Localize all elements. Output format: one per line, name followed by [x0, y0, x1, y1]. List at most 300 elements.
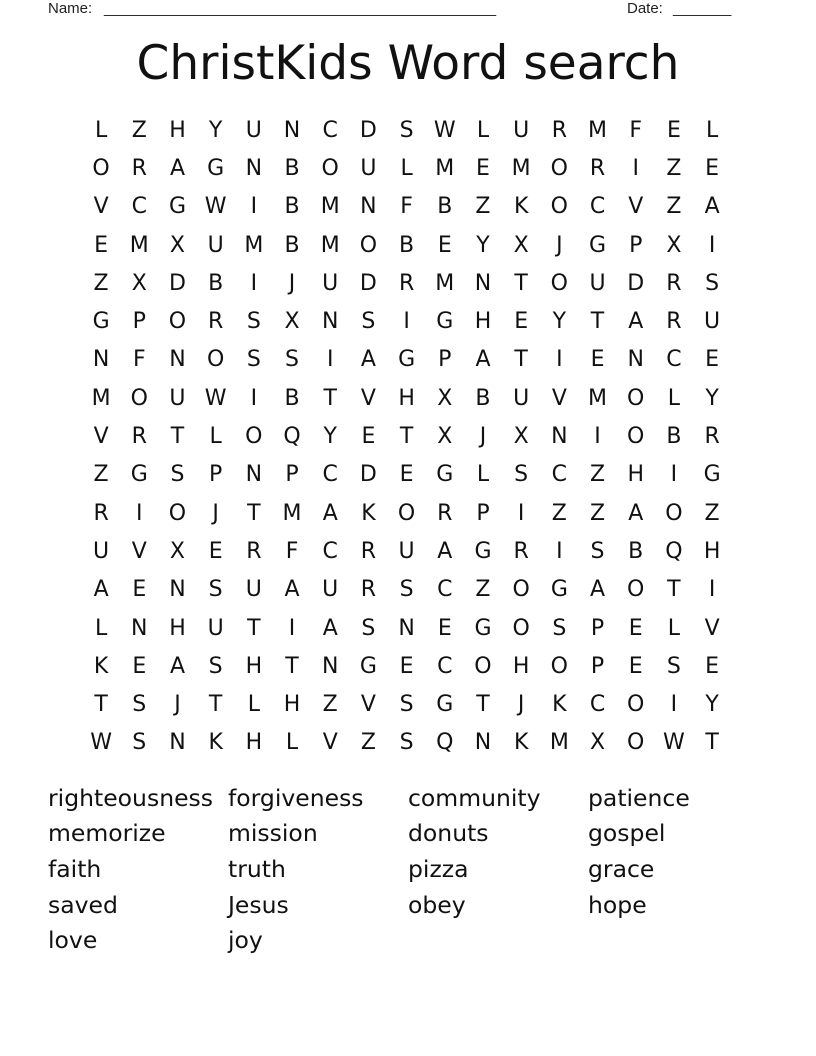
grid-letter: G: [359, 653, 377, 679]
grid-letter: Q: [665, 538, 683, 564]
grid-letter: A: [93, 577, 109, 603]
grid-letter: N: [169, 347, 186, 373]
word-list-row: [48, 780, 768, 816]
grid-letter: I: [670, 692, 678, 718]
grid-letter: I: [708, 232, 716, 258]
grid-letter: L: [667, 615, 681, 641]
grid-row: [82, 417, 732, 455]
grid-letter: V: [628, 194, 644, 220]
grid-letter: B: [475, 385, 491, 411]
grid-letter: E: [399, 653, 414, 679]
grid-letter: S: [132, 692, 147, 718]
date-blank: _______: [673, 0, 732, 17]
grid-letter: A: [628, 500, 644, 526]
grid-letter: H: [398, 385, 415, 411]
grid-letter: Y: [323, 424, 337, 450]
grid-letter: O: [245, 424, 263, 450]
grid-letter: X: [437, 385, 453, 411]
grid-letter: S: [552, 615, 567, 641]
grid-letter: K: [513, 194, 529, 220]
page-title: ChristKids Word search: [136, 36, 680, 91]
word-list-row: [48, 887, 768, 923]
grid-letter: D: [168, 270, 186, 296]
grid-letter: C: [437, 577, 453, 603]
grid-letter: O: [474, 653, 492, 679]
grid-letter: J: [212, 500, 219, 526]
grid-letter: T: [399, 424, 414, 450]
grid-letter: I: [326, 347, 334, 373]
grid-letter: E: [628, 653, 643, 679]
grid-letter: U: [93, 538, 110, 564]
grid-letter: A: [322, 615, 338, 641]
grid-letter: N: [245, 155, 263, 181]
grid-letter: O: [627, 730, 645, 756]
grid-letter: G: [589, 232, 607, 258]
grid-letter: W: [90, 730, 112, 756]
grid-letter: S: [666, 653, 681, 679]
grid-letter: C: [666, 347, 682, 373]
grid-letter: G: [130, 462, 148, 488]
grid-letter: G: [703, 462, 721, 488]
grid-letter: N: [474, 730, 492, 756]
grid-letter: N: [245, 462, 263, 488]
grid-row: [82, 647, 732, 685]
grid-letter: U: [169, 385, 186, 411]
grid-letter: E: [208, 538, 223, 564]
grid-letter: I: [670, 462, 678, 488]
grid-letter: X: [169, 232, 185, 258]
grid-letter: Z: [322, 692, 338, 718]
grid-letter: J: [556, 232, 563, 258]
grid-row: [82, 571, 732, 609]
grid-letter: T: [514, 347, 528, 373]
grid-letter: V: [93, 424, 109, 450]
grid-letter: E: [94, 232, 109, 258]
grid-letter: R: [513, 538, 529, 564]
grid-letter: L: [285, 730, 299, 756]
grid-letter: A: [360, 347, 376, 373]
grid-letter: E: [437, 615, 452, 641]
grid-letter: R: [666, 270, 682, 296]
word-list-item: saved: [48, 890, 118, 919]
grid-letter: N: [321, 653, 339, 679]
grid-letter: L: [94, 117, 108, 143]
grid-letter: E: [590, 347, 605, 373]
grid-letter: O: [168, 500, 187, 526]
grid-letter: S: [285, 347, 300, 373]
grid-row: [82, 302, 732, 340]
grid-letter: T: [667, 577, 681, 603]
grid-letter: Y: [705, 692, 719, 718]
grid-letter: B: [284, 385, 300, 411]
grid-letter: R: [398, 270, 415, 296]
grid-letter: X: [513, 232, 529, 258]
grid-letter: P: [590, 615, 605, 641]
grid-letter: N: [627, 347, 644, 373]
grid-letter: K: [208, 730, 223, 756]
grid-letter: E: [705, 653, 720, 679]
grid-letter: O: [550, 194, 568, 220]
grid-letter: B: [437, 194, 453, 220]
grid-letter: P: [590, 653, 605, 679]
grid-letter: M: [511, 155, 531, 181]
grid-letter: M: [320, 194, 340, 220]
grid-letter: O: [321, 155, 339, 181]
grid-letter: E: [437, 232, 452, 258]
grid-letter: T: [705, 730, 719, 756]
grid-letter: I: [556, 347, 563, 373]
grid-letter: O: [397, 500, 416, 526]
grid-letter: E: [705, 155, 720, 181]
word-list-item: mission: [228, 819, 318, 848]
grid-letter: O: [550, 653, 568, 679]
grid-letter: L: [476, 462, 490, 488]
grid-row: [82, 149, 732, 187]
grid-letter: S: [246, 309, 261, 335]
grid-letter: G: [436, 692, 454, 718]
grid-letter: M: [435, 155, 455, 181]
grid-letter: H: [245, 653, 263, 679]
grid-letter: U: [322, 270, 339, 296]
grid-letter: B: [208, 270, 224, 296]
grid-letter: U: [322, 577, 339, 603]
grid-letter: I: [250, 385, 258, 411]
grid-letter: M: [588, 385, 608, 411]
grid-letter: A: [437, 538, 453, 564]
grid-letter: H: [169, 615, 186, 641]
grid-letter: B: [666, 424, 682, 450]
word-list-item: patience: [588, 783, 690, 812]
grid-letter: X: [284, 309, 300, 335]
grid-letter: M: [320, 232, 340, 258]
grid-letter: X: [169, 538, 185, 564]
grid-letter: T: [476, 692, 490, 718]
grid-letter: S: [208, 577, 223, 603]
grid-letter: K: [513, 730, 529, 756]
grid-letter: R: [131, 155, 147, 181]
grid-letter: S: [399, 730, 414, 756]
grid-row: [82, 456, 732, 494]
grid-letter: S: [514, 462, 529, 488]
grid-letter: E: [628, 615, 643, 641]
grid-letter: N: [283, 117, 301, 143]
grid-letter: M: [435, 270, 455, 296]
grid-letter: S: [361, 615, 376, 641]
grid-letter: Z: [589, 462, 606, 488]
grid-letter: J: [479, 424, 487, 450]
grid-letter: E: [514, 309, 529, 335]
grid-letter: U: [207, 615, 224, 641]
grid-letter: I: [708, 577, 716, 603]
grid-letter: H: [703, 538, 721, 564]
grid-letter: U: [245, 117, 262, 143]
grid-letter: U: [245, 577, 262, 603]
grid-letter: Y: [705, 385, 719, 411]
grid-letter: E: [132, 653, 147, 679]
grid-letter: B: [284, 194, 300, 220]
grid-letter: H: [169, 117, 186, 143]
grid-letter: K: [361, 500, 376, 526]
grid-letter: C: [589, 692, 606, 718]
grid-row: [82, 609, 732, 647]
word-list-item: joy: [228, 926, 263, 955]
grid-row: [82, 532, 732, 570]
grid-letter: X: [437, 424, 453, 450]
word-list-item: obey: [408, 890, 466, 919]
grid-letter: L: [209, 424, 222, 450]
grid-letter: O: [665, 500, 683, 526]
word-list-item: righteousness: [48, 783, 214, 812]
grid-letter: O: [627, 424, 645, 450]
grid-letter: C: [437, 653, 453, 679]
grid-letter: J: [288, 270, 296, 296]
grid-letter: A: [628, 309, 644, 335]
grid-letter: U: [589, 270, 606, 296]
grid-letter: V: [93, 194, 109, 220]
grid-letter: H: [627, 462, 644, 488]
grid-letter: V: [360, 385, 376, 411]
word-list-item: forgiveness: [228, 783, 364, 812]
grid-letter: F: [132, 347, 146, 373]
grid-letter: Z: [360, 730, 376, 756]
grid-letter: L: [705, 117, 719, 143]
grid-letter: C: [322, 462, 338, 488]
grid-letter: Z: [131, 117, 147, 143]
grid-letter: D: [627, 270, 645, 296]
grid-letter: A: [704, 194, 720, 220]
grid-letter: O: [627, 692, 645, 718]
grid-letter: C: [322, 538, 338, 564]
grid-letter: S: [132, 730, 147, 756]
grid-row: [82, 379, 732, 417]
grid-letter: G: [550, 577, 568, 603]
grid-letter: P: [629, 232, 643, 258]
word-list-item: hope: [588, 890, 647, 919]
grid-letter: S: [361, 309, 376, 335]
grid-letter: S: [399, 577, 414, 603]
grid-letter: N: [169, 730, 186, 756]
grid-letter: Z: [704, 500, 720, 526]
grid-letter: W: [204, 385, 227, 411]
grid-letter: Z: [93, 270, 109, 296]
grid-letter: T: [247, 500, 261, 526]
grid-letter: H: [512, 653, 530, 679]
grid-letter: R: [360, 538, 377, 564]
grid-letter: T: [247, 615, 261, 641]
grid-letter: G: [474, 538, 492, 564]
grid-letter: V: [322, 730, 338, 756]
word-list-row: [48, 922, 768, 958]
grid-letter: S: [170, 462, 185, 488]
grid-row: [82, 724, 732, 762]
grid-letter: R: [666, 309, 682, 335]
word-list-item: Jesus: [228, 890, 289, 919]
grid-letter: C: [322, 117, 338, 143]
grid-letter: U: [513, 385, 530, 411]
grid-letter: O: [627, 577, 645, 603]
grid-letter: Z: [666, 194, 682, 220]
header-line: [48, 0, 768, 18]
grid-letter: O: [168, 309, 187, 335]
grid-letter: R: [246, 538, 262, 564]
grid-letter: O: [627, 385, 645, 411]
grid-letter: L: [667, 385, 681, 411]
grid-letter: W: [433, 117, 456, 143]
grid-letter: Z: [551, 500, 567, 526]
word-list-item: donuts: [408, 819, 489, 848]
grid-letter: T: [170, 424, 185, 450]
word-list-item: memorize: [48, 819, 166, 848]
grid-letter: S: [208, 653, 223, 679]
grid-letter: F: [629, 117, 643, 143]
grid-letter: K: [93, 653, 109, 679]
grid-letter: U: [207, 232, 224, 258]
grid-letter: I: [556, 538, 563, 564]
grid-letter: T: [94, 692, 108, 718]
grid-letter: V: [551, 385, 567, 411]
grid-letter: S: [399, 117, 414, 143]
grid-letter: A: [590, 577, 606, 603]
grid-letter: B: [399, 232, 415, 258]
grid-letter: I: [250, 270, 258, 296]
word-list: [48, 780, 768, 958]
grid-row: [82, 264, 732, 302]
grid-letter: A: [475, 347, 491, 373]
grid-letter: D: [359, 117, 377, 143]
grid-letter: L: [476, 117, 490, 143]
grid-letter: V: [704, 615, 720, 641]
word-list-item: love: [48, 926, 98, 955]
grid-letter: Q: [283, 424, 301, 450]
grid-letter: S: [705, 270, 720, 296]
grid-letter: I: [250, 194, 258, 220]
grid-letter: P: [476, 500, 490, 526]
grid-letter: P: [132, 309, 146, 335]
grid-letter: B: [284, 155, 300, 181]
grid-letter: T: [323, 385, 337, 411]
grid-letter: B: [284, 232, 300, 258]
grid-letter: P: [438, 347, 452, 373]
grid-row: [82, 188, 732, 226]
grid-letter: I: [517, 500, 525, 526]
word-list-item: grace: [588, 854, 655, 883]
grid-letter: O: [130, 385, 148, 411]
grid-row: [82, 111, 732, 149]
grid-letter: Z: [666, 155, 682, 181]
grid-letter: O: [92, 155, 110, 181]
grid-letter: C: [589, 194, 606, 220]
grid-row: [82, 494, 732, 532]
grid-letter: R: [704, 424, 720, 450]
grid-letter: O: [206, 347, 225, 373]
grid-letter: N: [169, 577, 186, 603]
grid-letter: T: [590, 309, 605, 335]
grid-letter: E: [476, 155, 490, 181]
grid-letter: U: [360, 155, 377, 181]
grid-letter: I: [403, 309, 410, 335]
grid-letter: R: [437, 500, 453, 526]
grid-letter: E: [361, 424, 376, 450]
grid-letter: O: [550, 155, 568, 181]
grid-letter: J: [174, 692, 181, 718]
grid-letter: G: [207, 155, 225, 181]
grid-letter: M: [282, 500, 302, 526]
grid-letter: L: [400, 155, 413, 181]
grid-letter: B: [628, 538, 644, 564]
grid-letter: D: [359, 270, 377, 296]
grid-letter: I: [136, 500, 143, 526]
grid-letter: F: [400, 194, 413, 220]
grid-letter: K: [552, 692, 567, 718]
grid-letter: G: [436, 462, 454, 488]
grid-letter: L: [247, 692, 260, 718]
grid-letter: L: [94, 615, 108, 641]
grid-letter: N: [474, 270, 492, 296]
grid-letter: M: [244, 232, 264, 258]
grid-letter: V: [131, 538, 147, 564]
grid-letter: E: [132, 577, 147, 603]
grid-letter: N: [360, 194, 377, 220]
grid-letter: N: [551, 424, 568, 450]
grid-letter: X: [589, 730, 606, 756]
word-list-item: truth: [228, 854, 286, 883]
grid-letter: N: [92, 347, 110, 373]
grid-letter: O: [550, 270, 568, 296]
grid-letter: I: [594, 424, 601, 450]
grid-letter: O: [359, 232, 378, 258]
grid-row: [82, 226, 732, 264]
grid-letter: R: [208, 309, 224, 335]
grid-letter: N: [398, 615, 415, 641]
grid-letter: H: [283, 692, 301, 718]
grid-letter: R: [131, 424, 147, 450]
grid-letter: R: [93, 500, 109, 526]
letter-grid: [82, 111, 732, 762]
grid-letter: E: [666, 117, 681, 143]
grid-letter: S: [399, 692, 414, 718]
date-label: Date:: [627, 0, 663, 17]
grid-letter: P: [285, 462, 299, 488]
name-label: Name:: [48, 0, 93, 17]
grid-letter: E: [399, 462, 414, 488]
grid-letter: X: [666, 232, 682, 258]
grid-letter: G: [474, 615, 492, 641]
grid-letter: R: [551, 117, 567, 143]
grid-letter: U: [513, 117, 530, 143]
word-list-row: [48, 816, 768, 852]
grid-letter: N: [131, 615, 148, 641]
grid-letter: M: [91, 385, 111, 411]
grid-letter: Z: [475, 577, 491, 603]
grid-letter: T: [285, 653, 299, 679]
grid-letter: V: [360, 692, 376, 718]
word-list-item: gospel: [588, 819, 666, 848]
grid-letter: A: [322, 500, 338, 526]
grid-letter: G: [436, 309, 454, 335]
grid-letter: P: [209, 462, 223, 488]
grid-letter: Y: [552, 309, 567, 335]
grid-letter: H: [245, 730, 263, 756]
grid-letter: T: [514, 270, 528, 296]
word-list-row: [48, 851, 768, 887]
grid-letter: S: [590, 538, 605, 564]
grid-letter: G: [168, 194, 186, 220]
grid-letter: Z: [93, 462, 109, 488]
grid-letter: T: [208, 692, 223, 718]
grid-letter: Z: [589, 500, 606, 526]
grid-row: [82, 685, 732, 723]
grid-letter: O: [512, 577, 530, 603]
